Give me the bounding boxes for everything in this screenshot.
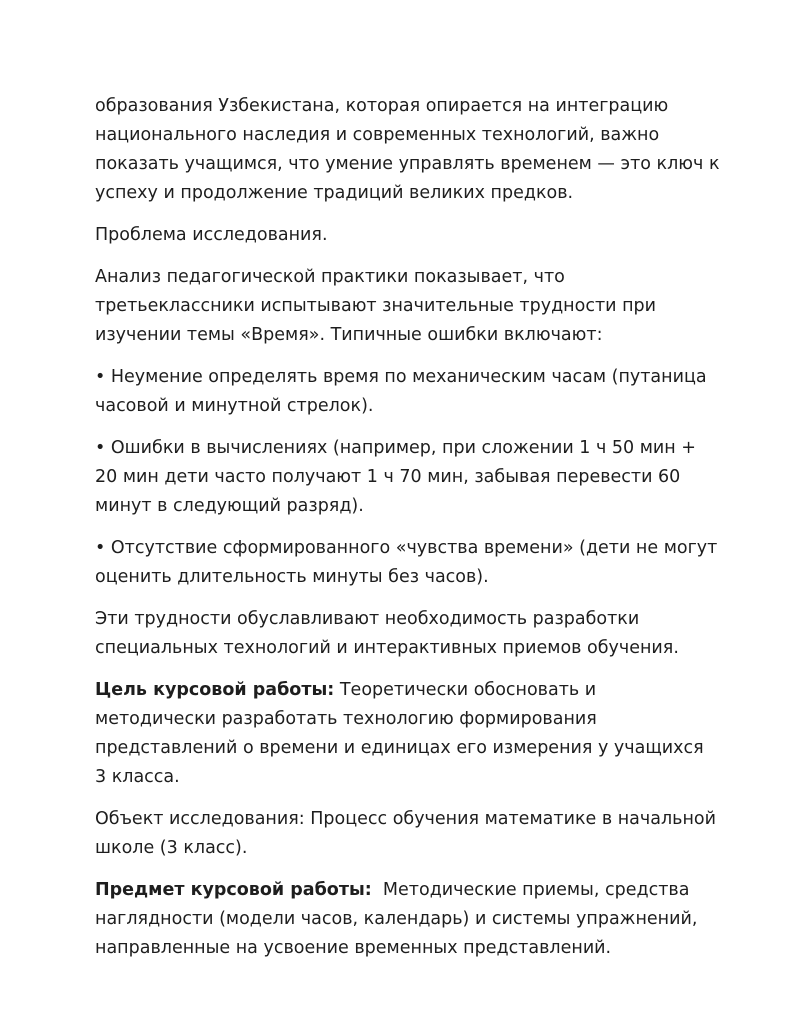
goal-text: Теоретически обосновать и методически разработать технологию формирования представлений о времени и единицах его измерения у учащихся 3 класса. xyxy=(95,680,704,787)
subject-paragraph xyxy=(95,876,720,963)
goal-label: Цель курсовой работы: xyxy=(95,680,335,700)
subject-text: Методические приемы, средства наглядности (модели часов, календарь) и системы упражнений, направленные на усвоение временных представлений. xyxy=(95,880,703,958)
goal-paragraph xyxy=(95,676,720,792)
bullet-item-clock-reading: • Неумение определять время по механическим часам (путаница часовой и минутной стрелок). xyxy=(95,367,707,416)
bullet-item-time-sense: • Отсутствие сформированного «чувства времени» (дети не могут оценить длительность минуты без часов). xyxy=(95,538,718,587)
subject-label: Предмет курсовой работы: xyxy=(95,880,372,900)
analysis-paragraph: Анализ педагогической практики показывает, что третьеклассники испытывают значительные трудности при изучении темы «Время». Типичные ошибки включают: xyxy=(95,267,656,345)
object-paragraph: Объект исследования: Процесс обучения математике в начальной школе (3 класс). xyxy=(95,809,716,858)
intro-paragraph: образования Узбекистана, которая опирается на интеграцию национального наследия и современных технологий, важно показать учащимся, что умение управлять временем — это ключ к успеху и продолжение традиций великих предков. xyxy=(95,96,720,203)
document-page xyxy=(95,92,720,976)
research-problem-heading: Проблема исследования. xyxy=(95,225,328,245)
bullet-item-calculation-errors: • Ошибки в вычислениях (например, при сложении 1 ч 50 мин + 20 мин дети часто получают 1 ч 70 мин, забывая перевести 60 минут в следующий разряд). xyxy=(95,438,696,516)
difficulties-paragraph: Эти трудности обуславливают необходимость разработки специальных технологий и интерактивных приемов обучения. xyxy=(95,609,679,658)
